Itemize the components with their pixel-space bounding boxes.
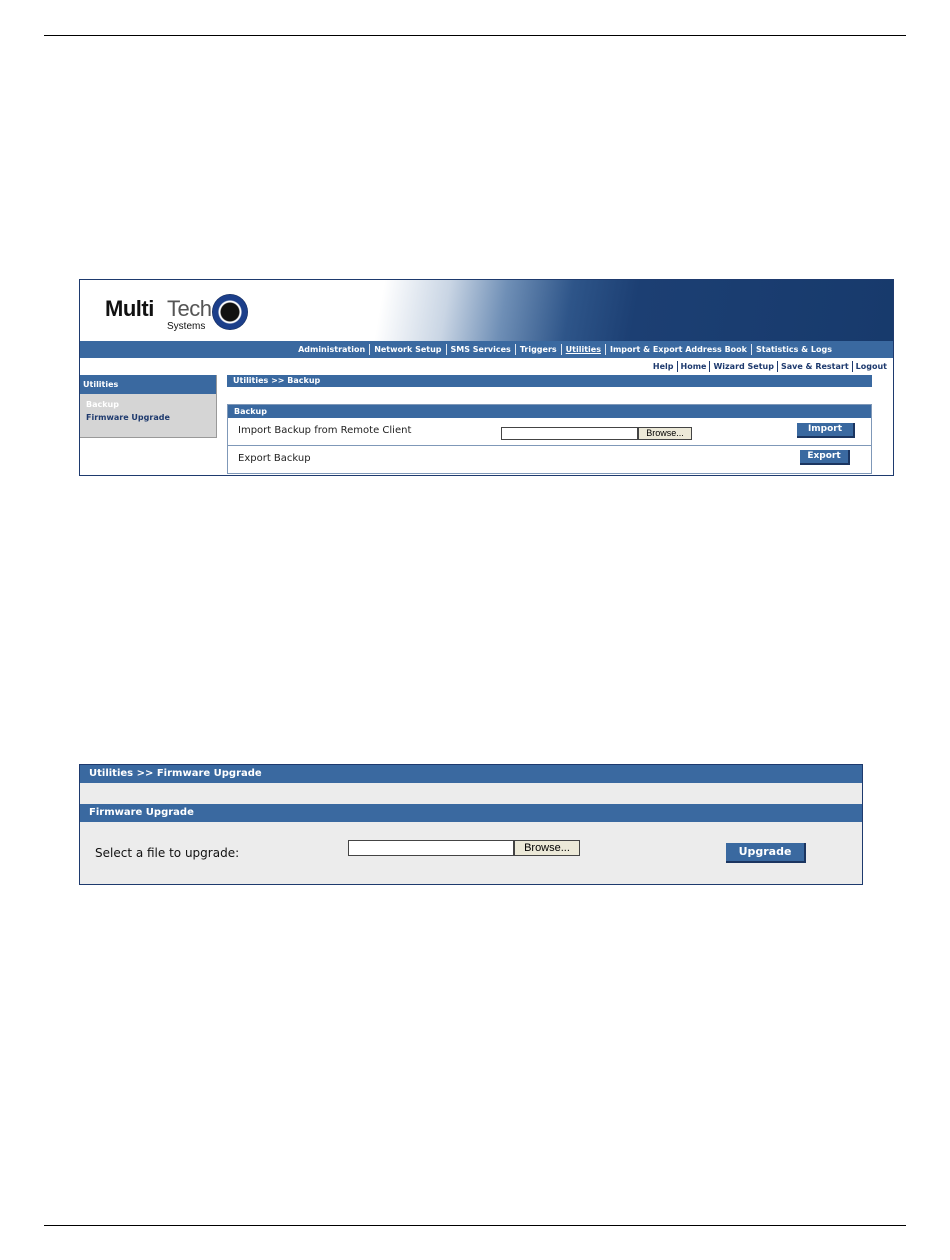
main-nav-items [294, 341, 836, 358]
logout-link[interactable]: Logout [855, 362, 887, 371]
sidebar-item-firmware-upgrade[interactable]: Firmware Upgrade [86, 413, 170, 422]
backup-panel [227, 404, 872, 474]
logo-text-systems: Systems [167, 321, 206, 332]
nav-network-setup[interactable]: Network Setup [370, 344, 446, 355]
logo-text-tech: Tech [167, 296, 212, 321]
import-browse-button[interactable]: Browse... [638, 427, 692, 440]
nav-utilities[interactable]: Utilities [562, 344, 606, 355]
header-banner [80, 280, 893, 341]
select-file-label: Select a file to upgrade: [95, 846, 240, 860]
help-link[interactable]: Help [650, 361, 678, 372]
wizard-setup-link[interactable]: Wizard Setup [710, 361, 778, 372]
firmware-upgrade-screenshot [79, 764, 863, 885]
page-top-rule [44, 35, 906, 36]
save-restart-link[interactable]: Save & Restart [778, 361, 853, 372]
logo-text-multi: Multi [105, 296, 154, 321]
logo-circle-icon [212, 294, 248, 330]
firmware-upgrade-panel-title: Firmware Upgrade [80, 804, 862, 822]
nav-sms-services[interactable]: SMS Services [447, 344, 516, 355]
backup-screenshot [79, 279, 894, 476]
import-backup-label: Import Backup from Remote Client [238, 425, 412, 436]
main-nav-bar [80, 341, 893, 358]
import-backup-row [228, 418, 871, 446]
export-backup-label: Export Backup [238, 453, 311, 464]
upgrade-button[interactable]: Upgrade [726, 843, 806, 863]
breadcrumb: Utilities >> Firmware Upgrade [80, 765, 862, 783]
export-backup-row [228, 446, 871, 473]
nav-administration[interactable]: Administration [294, 344, 370, 355]
nav-triggers[interactable]: Triggers [516, 344, 562, 355]
backup-panel-title: Backup [228, 405, 871, 418]
top-links [650, 361, 890, 372]
nav-import-export-address-book[interactable]: Import & Export Address Book [606, 344, 752, 355]
firmware-file-input[interactable] [348, 840, 514, 856]
sidebar [80, 375, 217, 438]
import-button[interactable]: Import [797, 423, 855, 438]
home-link[interactable]: Home [678, 361, 711, 372]
breadcrumb: Utilities >> Backup [227, 375, 872, 387]
nav-statistics-logs[interactable]: Statistics & Logs [755, 345, 832, 354]
export-button[interactable]: Export [800, 450, 850, 465]
sidebar-item-backup[interactable]: Backup [86, 400, 119, 409]
page-bottom-rule [44, 1225, 906, 1226]
sidebar-header: Utilities [80, 375, 216, 394]
firmware-browse-button[interactable]: Browse... [514, 840, 580, 856]
import-file-input[interactable] [501, 427, 638, 440]
multitech-logo [105, 292, 275, 332]
